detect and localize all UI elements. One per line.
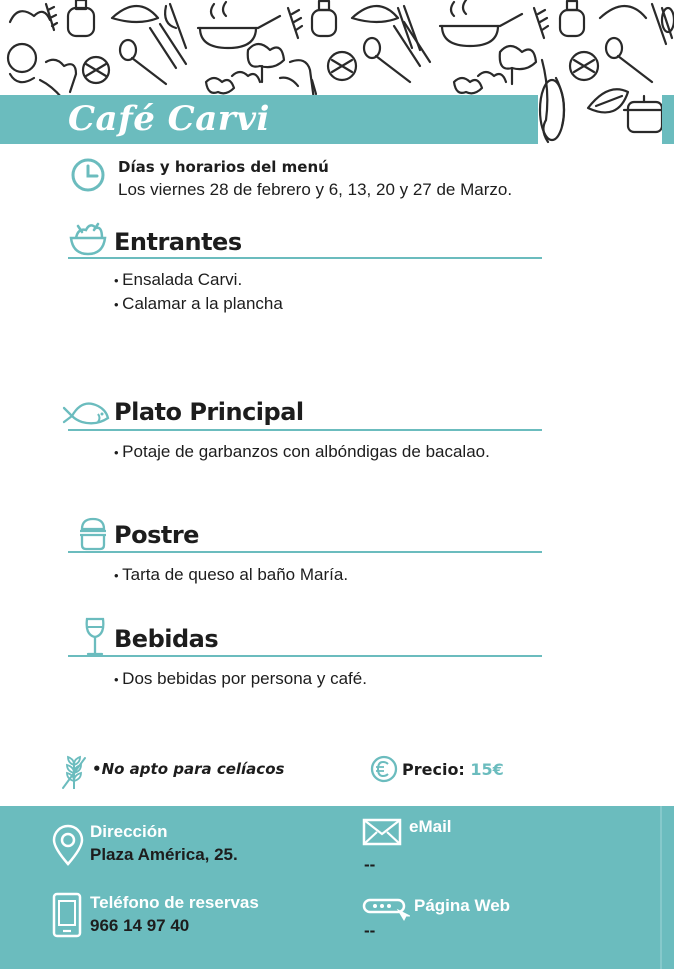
section-divider	[68, 257, 542, 259]
menu-item: • Dos bebidas por persona y café.	[114, 667, 367, 691]
schedule-text: Los viernes 28 de febrero y 6, 13, 20 y 27 de Marzo.	[118, 180, 513, 199]
wheat-icon	[60, 755, 88, 791]
web-value[interactable]: --	[364, 921, 376, 940]
phone-icon	[52, 892, 82, 938]
section-heading: Bebidas	[114, 625, 219, 653]
price-value: 15€	[470, 760, 504, 779]
section-heading: Postre	[114, 521, 199, 549]
menu-item: • Tarta de queso al baño María.	[114, 563, 348, 587]
wine-glass-icon	[84, 617, 106, 657]
title-banner-edge	[662, 95, 674, 144]
web-label: Página Web	[414, 896, 511, 915]
section-divider	[68, 551, 542, 553]
section-divider	[68, 655, 542, 657]
email-value[interactable]: --	[364, 855, 376, 874]
contact-footer	[0, 806, 674, 969]
phone-value[interactable]: 966 14 97 40	[90, 916, 190, 935]
footer-edge	[660, 806, 662, 969]
web-cursor-icon	[362, 896, 410, 922]
euro-icon	[370, 755, 398, 783]
phone-label: Teléfono de reservas	[90, 893, 259, 912]
cupcake-icon	[78, 515, 108, 551]
section-items	[114, 268, 283, 316]
menu-item: • Ensalada Carvi.	[114, 268, 283, 292]
gluten-warning: •No apto para celíacos	[92, 760, 285, 778]
email-label: eMail	[409, 817, 452, 836]
title-banner	[0, 95, 538, 144]
address-label: Dirección	[90, 822, 168, 841]
price-label: Precio:	[402, 760, 465, 779]
menu-item: • Potaje de garbanzos con albóndigas de bacalao.	[114, 440, 490, 464]
page-title: Café Carvi	[68, 99, 270, 139]
menu-item: • Calamar a la plancha	[114, 292, 283, 316]
section-items	[114, 563, 348, 587]
section-heading: Entrantes	[114, 228, 242, 256]
price-text	[402, 760, 504, 779]
schedule-title: Días y horarios del menú	[118, 158, 329, 176]
clock-icon	[70, 157, 106, 193]
section-divider	[68, 429, 542, 431]
envelope-icon	[362, 818, 402, 846]
address-value: Plaza América, 25.	[90, 845, 238, 864]
salad-bowl-icon	[68, 222, 108, 258]
section-items	[114, 440, 490, 464]
location-pin-icon	[52, 824, 84, 866]
section-items	[114, 667, 367, 691]
fish-icon	[62, 392, 112, 430]
section-heading: Plato Principal	[114, 398, 304, 426]
